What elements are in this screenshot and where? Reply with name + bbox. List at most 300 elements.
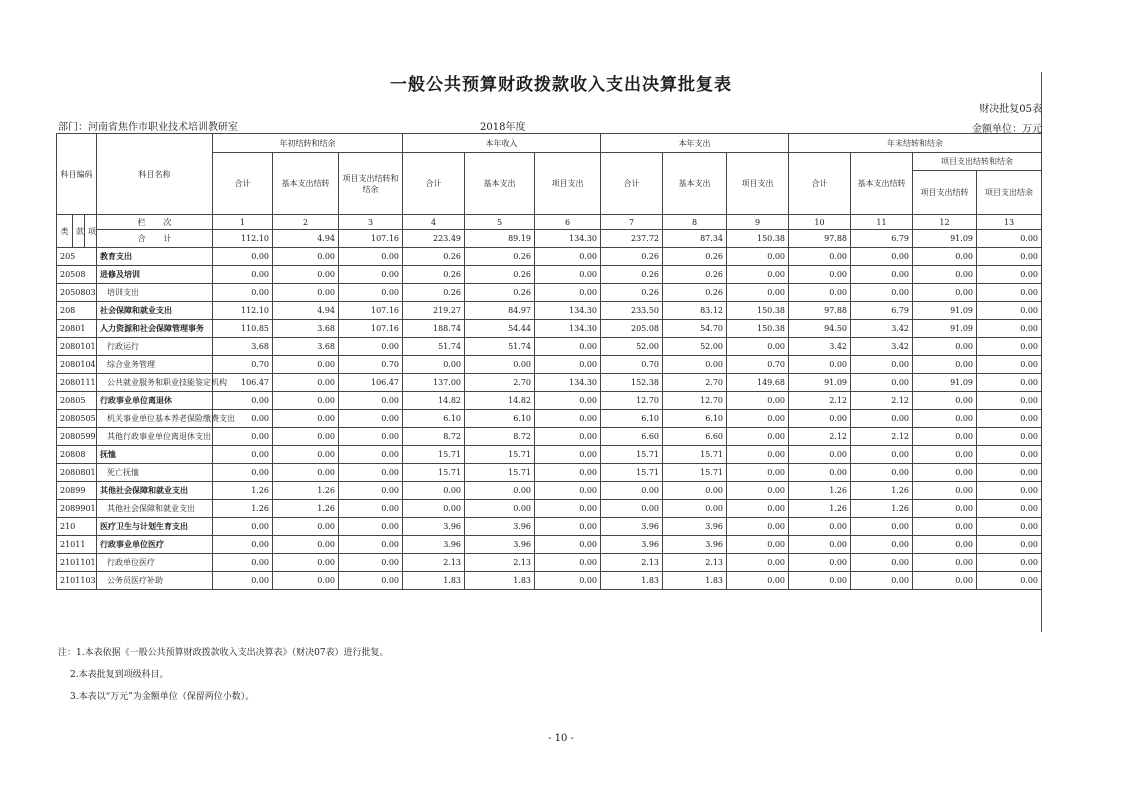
table-row [57, 302, 1042, 320]
row-value: 3.68 [273, 338, 339, 356]
row-value: 0.00 [851, 464, 913, 482]
row-value: 0.00 [535, 428, 601, 446]
row-value: 0.00 [977, 536, 1042, 554]
fiscal-year: 2018年度 [480, 122, 526, 133]
row-value: 0.00 [339, 248, 403, 266]
row-value: 2.13 [465, 554, 535, 572]
row-value: 0.00 [851, 284, 913, 302]
row-value: 188.74 [403, 320, 465, 338]
row-value: 137.00 [403, 374, 465, 392]
row-value: 0.00 [789, 518, 851, 536]
row-value: 0.00 [213, 518, 273, 536]
row-value: 0.00 [727, 464, 789, 482]
table-row [57, 374, 1042, 392]
table-row [57, 464, 1042, 482]
row-name: 教育支出 [97, 248, 213, 266]
row-value: 0.00 [727, 284, 789, 302]
total-cell: 4.94 [273, 230, 339, 248]
row-value: 0.00 [977, 572, 1042, 590]
note-2: 2.本表批复到项级科目。 [70, 670, 169, 680]
header-lei: 类 [57, 215, 73, 248]
row-value: 12.70 [601, 392, 663, 410]
row-value: 150.38 [727, 302, 789, 320]
row-value: 112.10 [213, 302, 273, 320]
row-value: 0.00 [977, 356, 1042, 374]
row-value: 0.00 [465, 356, 535, 374]
column-index-5: 5 [465, 215, 535, 230]
header-closing-total: 合计 [789, 153, 851, 215]
row-value: 2.13 [403, 554, 465, 572]
row-value: 219.27 [403, 302, 465, 320]
row-name: 培训支出 [97, 284, 213, 302]
row-value: 0.00 [535, 464, 601, 482]
row-value: 3.96 [403, 536, 465, 554]
header-project-surplus: 项目支出结余 [977, 171, 1042, 215]
row-value: 0.00 [213, 464, 273, 482]
row-code: 205 [57, 248, 97, 266]
row-name: 行政事业单位医疗 [97, 536, 213, 554]
total-cell: 97.88 [789, 230, 851, 248]
table-row [57, 518, 1042, 536]
row-value: 0.00 [273, 248, 339, 266]
row-value: 91.09 [913, 320, 977, 338]
document-title: 一般公共预算财政拨款收入支出决算批复表 [390, 75, 732, 95]
total-cell: 150.38 [727, 230, 789, 248]
row-value: 0.00 [535, 410, 601, 428]
header-income-total: 合计 [403, 153, 465, 215]
row-value: 2.12 [789, 428, 851, 446]
table-row [57, 428, 1042, 446]
column-index-13: 13 [977, 215, 1042, 230]
row-value: 0.00 [339, 392, 403, 410]
row-value: 0.00 [213, 248, 273, 266]
header-group-expense: 本年支出 [601, 134, 789, 153]
row-value: 0.00 [535, 500, 601, 518]
row-value: 0.26 [601, 248, 663, 266]
row-value: 0.00 [213, 410, 273, 428]
row-value: 0.00 [339, 410, 403, 428]
table-row [57, 536, 1042, 554]
row-value: 0.00 [977, 446, 1042, 464]
total-cell: 89.19 [465, 230, 535, 248]
row-value: 15.71 [601, 446, 663, 464]
row-value: 6.60 [601, 428, 663, 446]
row-value: 3.96 [403, 518, 465, 536]
row-value: 1.26 [273, 500, 339, 518]
row-value: 0.00 [273, 410, 339, 428]
header-subject-name: 科目名称 [97, 134, 213, 215]
row-value: 0.00 [977, 338, 1042, 356]
row-code: 2050803 [57, 284, 97, 302]
row-value: 0.00 [273, 536, 339, 554]
header-ci: 次 [163, 217, 172, 227]
row-value: 0.00 [535, 356, 601, 374]
row-value: 15.71 [465, 446, 535, 464]
page-number: - 10 - [548, 733, 574, 744]
row-value: 0.00 [977, 320, 1042, 338]
header-xiang: 项 [85, 215, 97, 248]
row-name: 综合业务管理 [97, 356, 213, 374]
table-row [57, 572, 1042, 590]
row-value: 0.00 [851, 374, 913, 392]
row-value: 0.00 [789, 446, 851, 464]
total-cell: 112.10 [213, 230, 273, 248]
row-value: 3.42 [789, 338, 851, 356]
row-value: 54.70 [663, 320, 727, 338]
row-value: 0.26 [663, 266, 727, 284]
row-value: 3.96 [465, 536, 535, 554]
row-value: 1.83 [663, 572, 727, 590]
amount-unit: 金额单位：万元 [972, 124, 1042, 135]
row-value: 0.00 [851, 410, 913, 428]
row-value: 0.00 [977, 518, 1042, 536]
row-value: 0.00 [727, 248, 789, 266]
table-row [57, 554, 1042, 572]
row-value: 0.00 [977, 500, 1042, 518]
row-value: 1.26 [789, 482, 851, 500]
row-value: 15.71 [403, 464, 465, 482]
row-value: 0.00 [535, 338, 601, 356]
row-value: 0.00 [727, 338, 789, 356]
row-value: 0.00 [403, 500, 465, 518]
row-code: 208 [57, 302, 97, 320]
row-value: 3.68 [213, 338, 273, 356]
row-name: 行政运行 [97, 338, 213, 356]
row-value: 0.00 [601, 482, 663, 500]
table-row [57, 446, 1042, 464]
row-value: 0.00 [663, 500, 727, 518]
row-value: 12.70 [663, 392, 727, 410]
row-value: 1.26 [273, 482, 339, 500]
row-value: 0.00 [339, 446, 403, 464]
row-value: 0.00 [727, 392, 789, 410]
row-value: 0.00 [727, 572, 789, 590]
row-value: 0.26 [663, 284, 727, 302]
row-value: 205.08 [601, 320, 663, 338]
header-income-project: 项目支出 [535, 153, 601, 215]
note-1: 注：1.本表依据《一般公共预算财政拨款收入支出决算表》（财决07表）进行批复。 [58, 648, 389, 658]
header-group-income: 本年收入 [403, 134, 601, 153]
row-value: 0.00 [213, 392, 273, 410]
row-value: 0.00 [535, 554, 601, 572]
row-value: 0.00 [789, 356, 851, 374]
row-value: 2.12 [789, 392, 851, 410]
row-value: 1.26 [851, 482, 913, 500]
row-value: 54.44 [465, 320, 535, 338]
row-value: 0.00 [601, 500, 663, 518]
row-value: 0.00 [535, 266, 601, 284]
row-code: 20808 [57, 446, 97, 464]
row-value: 0.00 [913, 266, 977, 284]
table-row [57, 482, 1042, 500]
row-value: 3.96 [663, 518, 727, 536]
row-value: 110.85 [213, 320, 273, 338]
row-value: 0.00 [535, 572, 601, 590]
row-value: 0.00 [663, 482, 727, 500]
column-index-11: 11 [851, 215, 913, 230]
row-code: 2080104 [57, 356, 97, 374]
row-code: 20899 [57, 482, 97, 500]
row-value: 0.00 [663, 356, 727, 374]
row-value: 107.16 [339, 320, 403, 338]
row-value: 84.97 [465, 302, 535, 320]
header-closing-basic: 基本支出结转 [851, 153, 913, 215]
row-value: 0.00 [851, 554, 913, 572]
notes [58, 642, 389, 708]
row-value: 0.26 [403, 248, 465, 266]
header-kuan: 款 [73, 215, 85, 248]
total-cell: 91.09 [913, 230, 977, 248]
row-value: 0.26 [465, 248, 535, 266]
total-cell: 6.79 [851, 230, 913, 248]
row-value: 0.00 [977, 428, 1042, 446]
row-value: 52.00 [601, 338, 663, 356]
row-value: 0.00 [535, 536, 601, 554]
row-value: 0.00 [851, 266, 913, 284]
row-name: 机关事业单位基本养老保险缴费支出 [97, 410, 213, 428]
row-value: 0.26 [601, 266, 663, 284]
table-row [57, 356, 1042, 374]
row-value: 0.26 [465, 266, 535, 284]
row-value: 0.70 [339, 356, 403, 374]
row-value: 0.70 [727, 356, 789, 374]
total-row-label [97, 230, 213, 248]
row-value: 0.00 [913, 356, 977, 374]
row-value: 0.00 [913, 410, 977, 428]
row-value: 0.00 [977, 302, 1042, 320]
header-group-project-closing: 项目支出结转和结余 [913, 153, 1042, 171]
row-value: 3.96 [601, 518, 663, 536]
row-value: 0.00 [273, 554, 339, 572]
row-value: 6.60 [663, 428, 727, 446]
row-value: 1.26 [851, 500, 913, 518]
row-value: 0.00 [535, 446, 601, 464]
row-value: 0.00 [851, 446, 913, 464]
row-value: 1.26 [213, 500, 273, 518]
row-code: 2101101 [57, 554, 97, 572]
row-value: 6.10 [663, 410, 727, 428]
department-label: 部门：河南省焦作市职业技术培训教研室 [58, 122, 238, 133]
form-number: 财决批复05表 [979, 104, 1042, 115]
row-value: 0.00 [273, 266, 339, 284]
header-group-opening: 年初结转和结余 [213, 134, 403, 153]
column-index-10: 10 [789, 215, 851, 230]
total-cell: 87.34 [663, 230, 727, 248]
column-index-6: 6 [535, 215, 601, 230]
row-value: 2.70 [465, 374, 535, 392]
row-value: 0.00 [789, 266, 851, 284]
row-value: 0.00 [273, 374, 339, 392]
row-value: 0.26 [403, 266, 465, 284]
row-value: 94.50 [789, 320, 851, 338]
header-opening-project: 项目支出结转和结余 [339, 153, 403, 215]
row-name: 公务员医疗补助 [97, 572, 213, 590]
row-value: 107.16 [339, 302, 403, 320]
row-value: 1.83 [465, 572, 535, 590]
row-value: 0.00 [535, 518, 601, 536]
row-name: 人力资源和社会保障管理事务 [97, 320, 213, 338]
row-value: 0.00 [273, 428, 339, 446]
row-value: 6.10 [601, 410, 663, 428]
row-code: 2080801 [57, 464, 97, 482]
header-opening-total: 合计 [213, 153, 273, 215]
row-value: 0.00 [977, 410, 1042, 428]
header-income-basic: 基本支出 [465, 153, 535, 215]
row-value: 2.12 [851, 392, 913, 410]
row-value: 0.00 [339, 518, 403, 536]
row-value: 0.00 [213, 536, 273, 554]
row-value: 134.30 [535, 374, 601, 392]
row-value: 0.00 [851, 248, 913, 266]
row-value: 8.72 [465, 428, 535, 446]
column-index-9: 9 [727, 215, 789, 230]
row-value: 0.00 [273, 464, 339, 482]
row-value: 0.00 [851, 356, 913, 374]
row-value: 0.00 [213, 554, 273, 572]
row-value: 3.96 [601, 536, 663, 554]
note-3: 3.本表以“万元”为金额单位（保留两位小数）。 [70, 692, 255, 702]
row-value: 2.12 [851, 428, 913, 446]
row-code: 20805 [57, 392, 97, 410]
total-cell: 223.49 [403, 230, 465, 248]
row-value: 0.00 [977, 482, 1042, 500]
row-value: 0.00 [913, 428, 977, 446]
row-value: 0.00 [913, 464, 977, 482]
column-index-12: 12 [913, 215, 977, 230]
row-value: 0.00 [273, 518, 339, 536]
row-value: 0.00 [913, 392, 977, 410]
row-value: 0.00 [339, 572, 403, 590]
row-value: 0.00 [977, 266, 1042, 284]
row-value: 97.88 [789, 302, 851, 320]
row-value: 0.00 [913, 482, 977, 500]
row-value: 15.71 [663, 446, 727, 464]
row-value: 91.09 [913, 374, 977, 392]
table-row [57, 284, 1042, 302]
row-value: 0.00 [789, 554, 851, 572]
row-value: 3.68 [273, 320, 339, 338]
row-value: 1.83 [403, 572, 465, 590]
row-value: 0.00 [535, 392, 601, 410]
table-row [57, 392, 1042, 410]
row-value: 0.00 [273, 392, 339, 410]
row-value: 2.13 [663, 554, 727, 572]
row-value: 15.71 [663, 464, 727, 482]
total-cell: 0.00 [977, 230, 1042, 248]
row-value: 0.00 [727, 554, 789, 572]
row-value: 152.38 [601, 374, 663, 392]
row-value: 0.26 [403, 284, 465, 302]
row-value: 0.00 [273, 284, 339, 302]
row-value: 0.00 [913, 518, 977, 536]
column-index-1: 1 [213, 215, 273, 230]
column-index-3: 3 [339, 215, 403, 230]
row-name: 抚恤 [97, 446, 213, 464]
budget-table [56, 133, 1042, 590]
table-row [57, 320, 1042, 338]
column-index-8: 8 [663, 215, 727, 230]
row-value: 0.00 [339, 554, 403, 572]
row-value: 3.96 [465, 518, 535, 536]
row-code: 20801 [57, 320, 97, 338]
table-row [57, 266, 1042, 284]
row-value: 0.00 [913, 338, 977, 356]
row-value: 0.00 [727, 410, 789, 428]
total-label-a: 合 [137, 234, 146, 243]
row-value: 0.00 [213, 446, 273, 464]
row-value: 0.26 [601, 284, 663, 302]
row-value: 0.00 [977, 248, 1042, 266]
header-project-carry: 项目支出结转 [913, 171, 977, 215]
row-value: 0.00 [339, 428, 403, 446]
row-value: 0.00 [913, 572, 977, 590]
row-value: 0.00 [465, 500, 535, 518]
column-index-2: 2 [273, 215, 339, 230]
row-code: 2101103 [57, 572, 97, 590]
row-value: 0.00 [273, 572, 339, 590]
row-code: 20508 [57, 266, 97, 284]
row-value: 0.00 [273, 446, 339, 464]
row-value: 0.00 [789, 464, 851, 482]
row-value: 14.82 [403, 392, 465, 410]
row-value: 0.00 [913, 536, 977, 554]
row-value: 2.13 [601, 554, 663, 572]
row-value: 0.00 [789, 284, 851, 302]
row-value: 0.00 [535, 482, 601, 500]
row-value: 0.00 [789, 410, 851, 428]
row-value: 0.00 [213, 284, 273, 302]
row-code: 2080111 [57, 374, 97, 392]
row-code: 2080505 [57, 410, 97, 428]
total-cell: 107.16 [339, 230, 403, 248]
header-lanci [97, 215, 213, 230]
row-code: 21011 [57, 536, 97, 554]
header-expense-total: 合计 [601, 153, 663, 215]
header-expense-basic: 基本支出 [663, 153, 727, 215]
header-lan: 栏 [137, 217, 146, 227]
row-value: 0.00 [339, 482, 403, 500]
row-value: 0.00 [727, 266, 789, 284]
row-name: 死亡抚恤 [97, 464, 213, 482]
row-value: 1.26 [789, 500, 851, 518]
row-value: 0.00 [727, 518, 789, 536]
header-opening-basic: 基本支出结转 [273, 153, 339, 215]
row-value: 149.68 [727, 374, 789, 392]
row-value: 3.42 [851, 338, 913, 356]
row-value: 0.00 [913, 446, 977, 464]
row-value: 6.10 [465, 410, 535, 428]
row-value: 6.79 [851, 302, 913, 320]
row-value: 15.71 [601, 464, 663, 482]
header-subject-code: 科目编码 [57, 134, 97, 215]
row-value: 106.47 [213, 374, 273, 392]
row-value: 0.00 [339, 536, 403, 554]
row-value: 0.00 [727, 536, 789, 554]
row-value: 0.70 [213, 356, 273, 374]
row-value: 0.00 [789, 248, 851, 266]
row-value: 0.00 [339, 464, 403, 482]
row-name: 行政事业单位离退休 [97, 392, 213, 410]
row-name: 行政单位医疗 [97, 554, 213, 572]
row-value: 91.09 [789, 374, 851, 392]
table-row [57, 500, 1042, 518]
row-code: 2080599 [57, 428, 97, 446]
row-value: 51.74 [465, 338, 535, 356]
row-value: 0.00 [977, 392, 1042, 410]
row-value: 0.00 [851, 518, 913, 536]
row-value: 15.71 [403, 446, 465, 464]
row-name: 公共就业服务和职业技能鉴定机构 [97, 374, 213, 392]
